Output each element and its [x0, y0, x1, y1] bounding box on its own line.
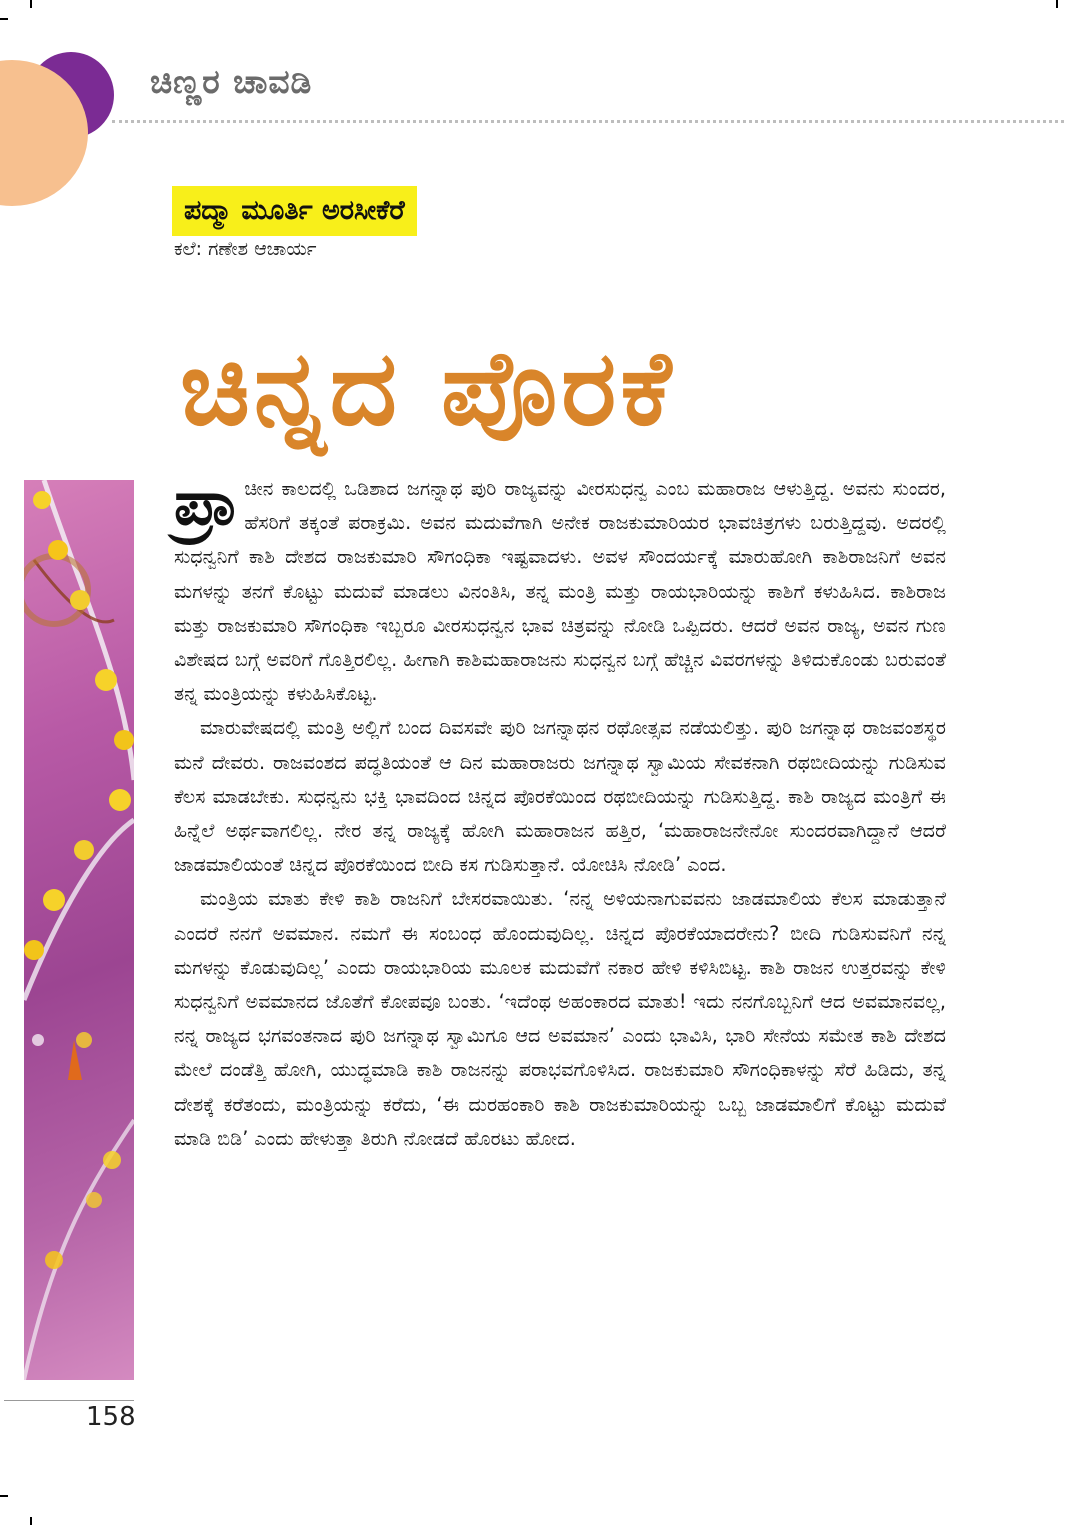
drop-cap: ಪ್ರಾ [174, 466, 239, 539]
paragraph-text: ಚೀನ ಕಾಲದಲ್ಲಿ ಒಡಿಶಾದ ಜಗನ್ನಾಥ ಪುರಿ ರಾಜ್ಯವನ್ನು ವೀರಸುಧನ್ವ ಎಂಬ ಮಹಾರಾಜ ಆಳುತ್ತಿದ್ದ. ಅವನು ಸುಂದರ, ಹೆಸರಿಗೆ ತಕ್ಕಂತೆ ಪರಾಕ್ರಮಿ. ಅವನ ಮದುವೆಗಾಗಿ ಅನೇಕ ರಾಜಕುಮಾರಿಯರ ಭಾವಚಿತ್ರಗಳು ಬರುತ್ತಿದ್ದವು. ಅದರಲ್ಲಿ ಸುಧನ್ವನಿಗೆ ಕಾಶಿ ದೇಶದ ರಾಜಕುಮಾರಿ ಸೌಗಂಧಿಕಾ ಇಷ್ಟವಾದಳು. ಅವಳ ಸೌಂದರ್ಯಕ್ಕೆ ಮಾರುಹೋಗಿ ಕಾಶಿರಾಜನಿಗೆ ಅವನ ಮಗಳನ್ನು ತನಗೆ ಕೊಟ್ಟು ಮದುವೆ ಮಾಡಲು ವಿನಂತಿಸಿ, ತನ್ನ ಮಂತ್ರಿ ಮತ್ತು ರಾಯಭಾರಿಯನ್ನು ಕಾಶಿಗೆ ಕಳುಹಿಸಿದ. ಕಾಶಿರಾಜ ಮತ್ತು ರಾಜಕುಮಾರಿ ಸೌಗಂಧಿಕಾ ಇಬ್ಬರೂ ವೀರಸುಧನ್ವನ ಭಾವ ಚಿತ್ರವನ್ನು ನೋಡಿ ಒಪ್ಪಿದರು. ಆದರೆ ಅವನ ರಾಜ್ಯ, ಅವನ ಗುಣ ವಿಶೇಷದ ಬಗ್ಗೆ ಅವರಿಗೆ ಗೊತ್ತಿರಲಿಲ್ಲ. ಹೀಗಾಗಿ ಕಾಶಿಮಹಾರಾಜನು ಸುಧನ್ವನ ಬಗ್ಗೆ ಹೆಚ್ಚಿನ ವಿವರಗಳನ್ನು ತಿಳಿದುಕೊಂಡು ಬರುವಂತೆ ತನ್ನ ಮಂತ್ರಿಯನ್ನು ಕಳುಹಿಸಿಕೊಟ್ಟ. [174, 477, 946, 706]
crop-mark [1056, 0, 1058, 8]
author-name: ಪದ್ಮಾ ಮೂರ್ತಿ ಅರಸೀಕೆರೆ [172, 186, 417, 236]
section-title: ಚಿಣ್ಣರ ಚಾವಡಿ [150, 62, 313, 101]
story-title: ಚಿನ್ನದ ಪೊರಕೆ [180, 327, 676, 449]
header-divider [112, 120, 1064, 123]
story-paragraph: ಮಾರುವೇಷದಲ್ಲಿ ಮಂತ್ರಿ ಅಲ್ಲಿಗೆ ಬಂದ ದಿವಸವೇ ಪುರಿ ಜಗನ್ನಾಥನ ರಥೋತ್ಸವ ನಡೆಯಲಿತ್ತು. ಪುರಿ ಜಗನ್ನಾಥ ರಾಜವಂಶಸ್ಥರ ಮನೆ ದೇವರು. ರಾಜವಂಶದ ಪದ್ಧತಿಯಂತೆ ಆ ದಿನ ಮಹಾರಾಜರು ಜಗನ್ನಾಥ ಸ್ವಾಮಿಯ ಸೇವಕನಾಗಿ ರಥಬೀದಿಯನ್ನು ಗುಡಿಸುವ ಕೆಲಸ ಮಾಡಬೇಕು. ಸುಧನ್ವನು ಭಕ್ತಿ ಭಾವದಿಂದ ಚಿನ್ನದ ಪೊರಕೆಯಿಂದ ರಥಬೀದಿಯನ್ನು ಗುಡಿಸುತ್ತಿದ್ದ. ಕಾಶಿ ರಾಜ್ಯದ ಮಂತ್ರಿಗೆ ಈ ಹಿನ್ನೆಲೆ ಅರ್ಥವಾಗಲಿಲ್ಲ. ನೇರ ತನ್ನ ರಾಜ್ಯಕ್ಕೆ ಹೋಗಿ ಮಹಾರಾಜನ ಹತ್ತಿರ, ‘ಮಹಾರಾಜನೇನೋ ಸುಂದರವಾಗಿದ್ದಾನೆ ಆದರೆ ಜಾಡಮಾಲಿಯಂತೆ ಚಿನ್ನದ ಪೊರಕೆಯಿಂದ ಬೀದಿ ಕಸ ಗುಡಿಸುತ್ತಾನೆ. ಯೋಚಿಸಿ ನೋಡಿ’ ಎಂದ. [174, 716, 946, 877]
crop-mark [30, 0, 32, 8]
story-body [174, 466, 946, 1156]
crop-mark [0, 1495, 8, 1497]
footer-divider [4, 1400, 134, 1401]
crop-mark [30, 1517, 32, 1525]
story-paragraph: ಮಂತ್ರಿಯ ಮಾತು ಕೇಳಿ ಕಾಶಿ ರಾಜನಿಗೆ ಬೇಸರವಾಯಿತು. ‘ನನ್ನ ಅಳಿಯನಾಗುವವನು ಜಾಡಮಾಲಿಯ ಕೆಲಸ ಮಾಡುತ್ತಾನೆ ಎಂದರೆ ನನಗೆ ಅವಮಾನ. ನಮಗೆ ಈ ಸಂಬಂಧ ಹೊಂದುವುದಿಲ್ಲ. ಚಿನ್ನದ ಪೊರಕೆಯಾದರೇನು? ಬೀದಿ ಗುಡಿಸುವನಿಗೆ ನನ್ನ ಮಗಳನ್ನು ಕೊಡುವುದಿಲ್ಲ’ ಎಂದು ರಾಯಭಾರಿಯ ಮೂಲಕ ಮದುವೆಗೆ ನಕಾರ ಹೇಳಿ ಕಳಿಸಿಬಿಟ್ಟ. ಕಾಶಿ ರಾಜನ ಉತ್ತರವನ್ನು ಕೇಳಿ ಸುಧನ್ವನಿಗೆ ಅವಮಾನದ ಜೊತೆಗೆ ಕೋಪವೂ ಬಂತು. ‘ಇದೆಂಥ ಅಹಂಕಾರದ ಮಾತು! ಇದು ನನಗೊಬ್ಬನಿಗೆ ಆದ ಅವಮಾನವಲ್ಲ, ನನ್ನ ರಾಜ್ಯದ ಭಗವಂತನಾದ ಪುರಿ ಜಗನ್ನಾಥ ಸ್ವಾಮಿಗೂ ಆದ ಅವಮಾನ’ ಎಂದು ಭಾವಿಸಿ, ಭಾರಿ ಸೇನೆಯ ಸಮೇತ ಕಾಶಿ ದೇಶದ ಮೇಲೆ ದಂಡೆತ್ತಿ ಹೋಗಿ, ಯುದ್ಧಮಾಡಿ ಕಾಶಿ ರಾಜನನ್ನು ಪರಾಭವಗೊಳಿಸಿದ. ರಾಜಕುಮಾರಿ ಸೌಗಂಧಿಕಾಳನ್ನು ಸೆರೆ ಹಿಡಿದು, ತನ್ನ ದೇಶಕ್ಕೆ ಕರೆತಂದು, ಮಂತ್ರಿಯನ್ನು ಕರೆದು, ‘ಈ ದುರಹಂಕಾರಿ ಕಾಶಿ ರಾಜಕುಮಾರಿಯನ್ನು ಒಬ್ಬ ಜಾಡಮಾಲಿಗೆ ಕೊಟ್ಟು ಮದುವೆ ಮಾಡಿ ಬಿಡಿ’ ಎಂದು ಹೇಳುತ್ತಾ ತಿರುಗಿ ನೋಡದೆ ಹೊರಟು ಹೋದ. [174, 887, 946, 1150]
crop-mark [0, 18, 8, 20]
illustrator-credit: ಕಲೆ: ಗಣೇಶ ಆಚಾರ್ಯ [174, 238, 317, 260]
side-illustration [24, 480, 134, 1380]
story-paragraph [174, 466, 946, 711]
flower-garland-art [24, 480, 134, 1380]
page-number: 158 [86, 1402, 136, 1432]
